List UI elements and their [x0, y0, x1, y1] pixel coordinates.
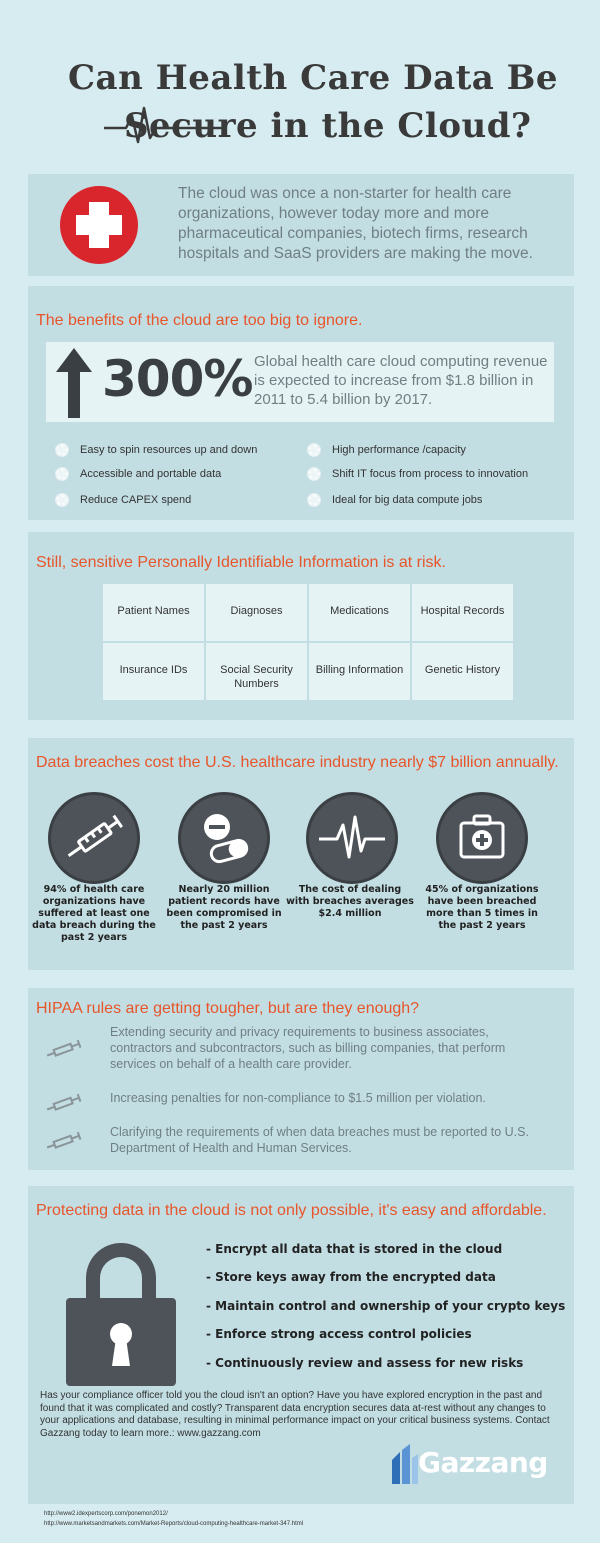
- medical-kit-icon: [439, 795, 525, 881]
- growth-stat-text: Global health care cloud computing revenue is expected to increase from $1.8 billion in 2011 to 5.4 billion by 2017.: [254, 353, 548, 408]
- gear-icon: [56, 444, 68, 456]
- breach-circle: [178, 792, 270, 884]
- pii-cell: Genetic History: [412, 643, 513, 700]
- intro-text: The cloud was once a non-starter for health care organizations, however today more and more pharmaceutical companies, biotech firms, research hospitals and SaaS providers are making the move.: [178, 185, 533, 262]
- hipaa-item: Clarifying the requirements of when data breaches must be reported to U.S. Department of Health and Human Services.: [110, 1125, 529, 1155]
- growth-stat-value: 300%: [102, 350, 253, 408]
- gear-icon: [308, 468, 320, 480]
- pill-icon: [181, 795, 267, 881]
- closing-text: Has your compliance officer told you the cloud isn't an option? Have you have explored encryption in the past and found that it was complicated and costly? Transparent data encryption secures data at-rest without any changes to your applications and database, resulting in minimal performance impact on your critical business systems. Contact Gazzang today to learn more.: www.gazzang.com: [40, 1390, 550, 1439]
- growth-stat-box: [46, 342, 554, 422]
- pii-panel: [28, 532, 574, 720]
- padlock-icon: [62, 1238, 180, 1388]
- up-arrow-icon: [56, 348, 92, 418]
- hipaa-heading: HIPAA rules are getting tougher, but are they enough?: [36, 1000, 420, 1017]
- benefit-item: Reduce CAPEX spend: [56, 494, 191, 506]
- gear-icon: [308, 494, 320, 506]
- brand-logo: [386, 1442, 556, 1488]
- benefit-item: Shift IT focus from process to innovation: [308, 468, 528, 480]
- pii-cell: Hospital Records: [412, 584, 513, 641]
- protect-item: - Encrypt all data that is stored in the cloud: [206, 1242, 503, 1256]
- hipaa-item: Increasing penalties for non-compliance to $1.5 million per violation.: [110, 1091, 486, 1105]
- reference-link[interactable]: http://www.marketsandmarkets.com/Market-Reports/cloud-computing-healthcare-market-347.html: [44, 1521, 304, 1527]
- pii-cell: Social Security Numbers: [206, 643, 307, 700]
- syringe-icon: [44, 1038, 86, 1060]
- header: [0, 0, 600, 170]
- pii-cell: Billing Information: [309, 643, 410, 700]
- gear-icon: [308, 444, 320, 456]
- protect-item: - Continuously review and assess for new risks: [206, 1356, 524, 1370]
- breach-circle: [48, 792, 140, 884]
- protect-item: - Maintain control and ownership of your crypto keys: [206, 1299, 566, 1313]
- pii-grid: [103, 584, 515, 700]
- benefit-item: Ideal for big data compute jobs: [308, 494, 482, 506]
- pii-cell: Patient Names: [103, 584, 204, 641]
- protect-item: - Enforce strong access control policies: [206, 1327, 472, 1341]
- heartbeat-icon: [309, 795, 395, 881]
- gear-icon: [56, 468, 68, 480]
- benefit-item: Easy to spin resources up and down: [56, 444, 257, 456]
- red-cross-icon: [60, 186, 138, 264]
- breach-circle: [436, 792, 528, 884]
- pii-cell: Insurance IDs: [103, 643, 204, 700]
- breach-circle: [306, 792, 398, 884]
- breaches-heading: Data breaches cost the U.S. healthcare industry nearly $7 billion annually.: [36, 754, 559, 771]
- syringe-icon: [44, 1092, 86, 1114]
- breach-stat-text: 94% of health care organizations have suffered at least one data breach during the past 2 years: [32, 884, 156, 943]
- brand-name: Gazzang: [418, 1446, 548, 1479]
- protect-panel: [28, 1186, 574, 1504]
- benefits-heading: The benefits of the cloud are too big to ignore.: [36, 312, 363, 329]
- protect-item: - Store keys away from the encrypted data: [206, 1270, 496, 1284]
- benefit-item: Accessible and portable data: [56, 468, 221, 480]
- page-title-line-2: Secure in the Cloud?: [124, 106, 532, 146]
- syringe-icon: [44, 1130, 86, 1152]
- intro-panel: [28, 174, 574, 276]
- benefits-panel: [28, 286, 574, 520]
- breaches-panel: [28, 738, 574, 970]
- breach-stat-text: Nearly 20 million patient records have been compromised in the past 2 years: [166, 884, 282, 931]
- hipaa-item: Extending security and privacy requirements to business associates, contractors and subcontractors, such as billing companies, that perform services on behalf of a health care provider.: [110, 1025, 506, 1071]
- pii-cell: Medications: [309, 584, 410, 641]
- hipaa-panel: [28, 988, 574, 1170]
- benefit-item: High performance /capacity: [308, 444, 466, 456]
- breach-stat-text: The cost of dealing with breaches averages $2.4 million: [286, 884, 414, 919]
- pii-heading: Still, sensitive Personally Identifiable Information is at risk.: [36, 554, 446, 571]
- protect-heading: Protecting data in the cloud is not only possible, it's easy and affordable.: [36, 1202, 547, 1219]
- gear-icon: [56, 494, 68, 506]
- breach-stat-text: 45% of organizations have been breached more than 5 times in the past 2 years: [425, 884, 539, 931]
- page-title-line-1: Can Health Care Data Be: [68, 58, 559, 98]
- pii-cell: Diagnoses: [206, 584, 307, 641]
- gazzang-logo-icon: [386, 1444, 422, 1488]
- reference-link[interactable]: http://www2.idexpertscorp.com/ponemon2012/: [44, 1511, 168, 1517]
- syringe-icon: [51, 795, 137, 881]
